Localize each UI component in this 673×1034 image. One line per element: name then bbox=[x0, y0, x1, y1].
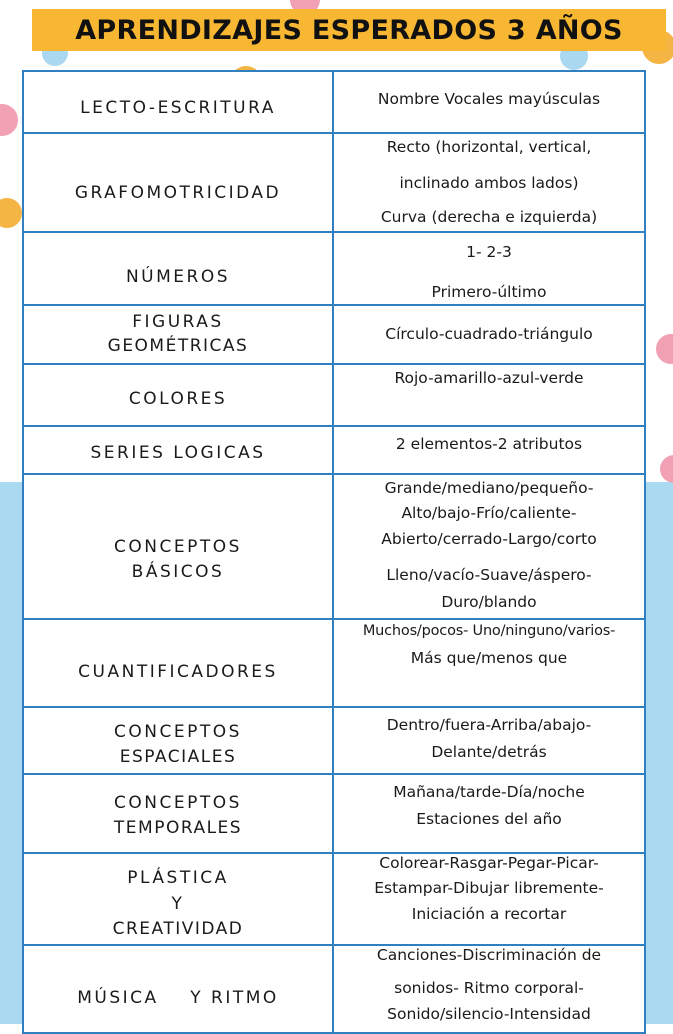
content-line: sonidos- Ritmo corporal- bbox=[394, 979, 584, 997]
area-label: COLORES bbox=[128, 389, 228, 409]
area-label: ESPACIALES bbox=[119, 747, 237, 767]
area-cell bbox=[23, 774, 333, 853]
table-row bbox=[23, 619, 645, 707]
content-line: Rojo-amarillo-azul-verde bbox=[394, 369, 584, 387]
area-label: LECTO-ESCRITURA bbox=[80, 98, 276, 118]
table-row bbox=[23, 133, 645, 232]
area-label: PLÁSTICA bbox=[127, 868, 229, 888]
content-line: Sonido/silencio-Intensidad bbox=[387, 1005, 591, 1023]
page-title: APRENDIZAJES ESPERADOS 3 AÑOS bbox=[75, 14, 623, 46]
area-cell bbox=[23, 133, 333, 232]
area-cell bbox=[23, 71, 333, 133]
area-cell bbox=[23, 707, 333, 774]
content-line: 2 elementos-2 atributos bbox=[395, 435, 583, 453]
area-cell bbox=[23, 232, 333, 305]
content-line: 1- 2-3 bbox=[466, 243, 512, 261]
area-cell bbox=[23, 619, 333, 707]
content-line: Nombre Vocales mayúsculas bbox=[377, 90, 601, 108]
content-cell bbox=[333, 133, 645, 232]
area-cell bbox=[23, 474, 333, 619]
content-line: Delante/detrás bbox=[431, 743, 547, 761]
area-cell bbox=[23, 945, 333, 1033]
area-cell bbox=[23, 364, 333, 426]
content-line: Grande/mediano/pequeño- bbox=[384, 479, 594, 497]
table-row bbox=[23, 426, 645, 474]
area-label: TEMPORALES bbox=[113, 818, 243, 838]
content-cell bbox=[333, 71, 645, 133]
area-label: CONCEPTOS bbox=[114, 793, 242, 813]
content-cell bbox=[333, 619, 645, 707]
content-line: Más que/menos que bbox=[410, 649, 568, 667]
area-label: FIGURAS bbox=[132, 312, 224, 332]
content-line: Primero-último bbox=[431, 283, 547, 301]
content-cell bbox=[333, 426, 645, 474]
content-cell bbox=[333, 853, 645, 945]
area-label: GEOMÉTRICAS bbox=[107, 336, 249, 356]
area-label: NÚMEROS bbox=[125, 267, 231, 287]
content-cell bbox=[333, 305, 645, 364]
confetti-dot bbox=[656, 334, 673, 364]
content-line: Estaciones del año bbox=[416, 810, 562, 828]
content-cell bbox=[333, 707, 645, 774]
area-label: CUANTIFICADORES bbox=[78, 662, 278, 682]
table-row bbox=[23, 707, 645, 774]
table-row bbox=[23, 305, 645, 364]
area-label: GRAFOMOTRICIDAD bbox=[74, 183, 282, 203]
area-cell bbox=[23, 426, 333, 474]
table-row bbox=[23, 945, 645, 1033]
area-cell bbox=[23, 305, 333, 364]
area-label: BÁSICOS bbox=[131, 562, 225, 582]
table-row bbox=[23, 474, 645, 619]
content-line: Colorear-Rasgar-Pegar-Picar- bbox=[379, 854, 599, 872]
area-cell bbox=[23, 853, 333, 945]
content-cell bbox=[333, 474, 645, 619]
content-line: Mañana/tarde-Día/noche bbox=[393, 783, 585, 801]
confetti-dot bbox=[0, 198, 22, 228]
content-cell bbox=[333, 774, 645, 853]
content-line: Dentro/fuera-Arriba/abajo- bbox=[386, 716, 592, 734]
confetti-dot bbox=[0, 104, 18, 136]
area-label: SERIES LOGICAS bbox=[90, 443, 266, 463]
content-line: Estampar-Dibujar libremente- bbox=[374, 879, 604, 897]
content-line: inclinado ambos lados) bbox=[399, 174, 579, 192]
area-label: CREATIVIDAD bbox=[112, 919, 244, 939]
content-line: Curva (derecha e izquierda) bbox=[380, 208, 598, 226]
content-line: Muchos/pocos- Uno/ninguno/varios- bbox=[362, 623, 616, 639]
content-line: Círculo-cuadrado-triángulo bbox=[385, 325, 593, 343]
table-row bbox=[23, 232, 645, 305]
table-row bbox=[23, 774, 645, 853]
content-line: Lleno/vacío-Suave/áspero- bbox=[386, 566, 592, 584]
content-cell bbox=[333, 232, 645, 305]
area-label: MÚSICA Y RITMO bbox=[77, 988, 279, 1008]
content-line: Canciones-Discriminación de bbox=[376, 946, 602, 964]
content-line: Abierto/cerrado-Largo/corto bbox=[381, 530, 597, 548]
content-line: Recto (horizontal, vertical, bbox=[386, 138, 592, 156]
table-row bbox=[23, 71, 645, 133]
table-row bbox=[23, 364, 645, 426]
area-label: CONCEPTOS bbox=[114, 537, 242, 557]
area-label: Y bbox=[171, 894, 185, 914]
learning-outcomes-table bbox=[22, 70, 646, 1034]
table-row bbox=[23, 853, 645, 945]
content-line: Duro/blando bbox=[441, 593, 537, 611]
content-line: Iniciación a recortar bbox=[411, 905, 567, 923]
confetti-dot bbox=[660, 455, 673, 483]
content-line: Alto/bajo-Frío/caliente- bbox=[401, 504, 577, 522]
content-cell bbox=[333, 945, 645, 1033]
area-label: CONCEPTOS bbox=[114, 722, 242, 742]
title-banner bbox=[32, 9, 666, 51]
content-cell bbox=[333, 364, 645, 426]
